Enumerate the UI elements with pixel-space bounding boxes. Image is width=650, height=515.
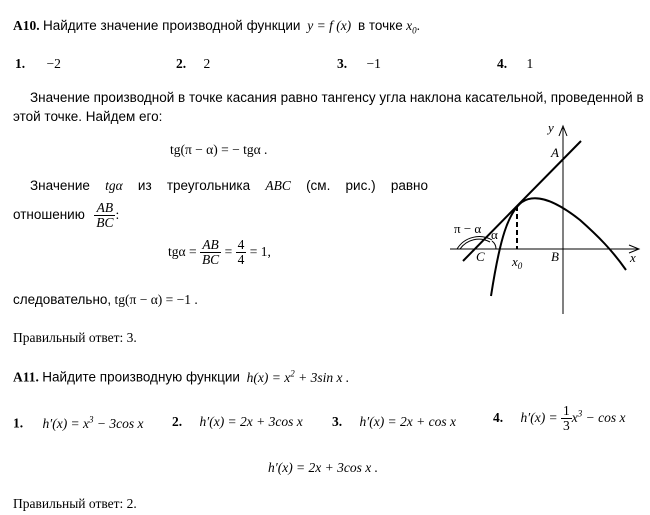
a10-formula1: tg(π − α) = − tgα . <box>170 142 268 157</box>
option-label: 4. <box>497 56 508 71</box>
a11-option-2[interactable] <box>172 414 303 430</box>
a10-para2-line2: отношению $\frac{AB}{BC}$ : <box>13 200 120 231</box>
label-alpha: α <box>491 227 498 242</box>
a11-question-formula: $h(x) = x^2 + 3\sin$ x . <box>246 368 350 385</box>
option-label: 3. <box>332 414 343 429</box>
a11-answer: Правильный ответ: 2. <box>13 496 137 511</box>
a11-option-1[interactable] <box>13 414 144 432</box>
label-B: B <box>551 249 559 264</box>
option-value: h′(x) = 2x + 3cos x <box>199 414 303 429</box>
a10-option-4[interactable] <box>497 56 533 72</box>
fraction-ab-bc: $\frac{AB}{BC}$ <box>96 200 114 231</box>
a11-result: h′(x) = 2x + 3cos x . <box>268 460 379 475</box>
a10-option-1[interactable] <box>15 56 61 72</box>
label-x0: $x_0$ <box>512 254 523 271</box>
a10-para2-line1: Значение tgα из треугольника ABC (см. рис.) равно <box>30 178 428 193</box>
option-value: h′(x) = $\frac{1}{3}$ $x^3 - \cos x$ <box>520 403 626 434</box>
a11-number: A11. <box>13 369 39 385</box>
a11-option-4[interactable] <box>493 404 626 433</box>
option-label: 2. <box>172 414 183 429</box>
a10-formula2: tgα = $\frac{AB}{BC}$ = $\frac{4}{4}$ = 1, <box>168 237 271 268</box>
pi-alpha-arc-1 <box>457 237 492 249</box>
tangent-figure <box>440 118 645 318</box>
option-value: 2 <box>203 56 211 71</box>
option-label: 2. <box>176 56 187 71</box>
a10-option-2[interactable] <box>176 56 210 72</box>
a10-question-text: Найдите значение производной функции <box>43 18 301 33</box>
a10-question-formula: y = f (x) <box>307 18 352 33</box>
a10-para1-line2: этой точке. Найдем его: <box>13 109 163 124</box>
a11-option-3[interactable] <box>332 414 456 430</box>
label-pi-minus-alpha: π − α <box>454 221 482 236</box>
option-value: −2 <box>46 56 61 71</box>
a10-question-point: $x_0$ <box>406 18 417 36</box>
a10-number: A10. <box>13 18 40 33</box>
a10-question-mid: в точке <box>357 18 403 33</box>
option-label: 1. <box>15 56 26 71</box>
a11-question-text: Найдите производную функции <box>42 369 240 385</box>
a10-para1-line1: Значение производной в точке касания равно тангенсу угла наклона касательной, проведенной в <box>30 90 644 105</box>
alpha-arc <box>492 241 496 249</box>
option-label: 3. <box>337 56 348 71</box>
label-C: C <box>476 249 485 264</box>
option-value: −1 <box>366 56 381 71</box>
option-value: h′(x) = 2x + cos x <box>359 414 457 429</box>
option-label: 4. <box>493 409 504 425</box>
label-y: y <box>548 120 554 135</box>
option-value: $h'(x) = x^3 - 3\cos$ x <box>42 414 144 431</box>
a11-question <box>13 368 349 386</box>
option-label: 1. <box>13 415 24 431</box>
a10-conclusion: следовательно, tg(π − α) = −1 . <box>13 292 198 307</box>
a10-question: A10. Найдите значение производной функции y = f (x) в точке $x_0$. <box>13 18 420 36</box>
a10-option-3[interactable] <box>337 56 381 72</box>
label-x: x <box>630 250 636 265</box>
option-value: 1 <box>526 56 534 71</box>
a10-answer: Правильный ответ: 3. <box>13 330 137 345</box>
label-A: A <box>551 145 559 160</box>
